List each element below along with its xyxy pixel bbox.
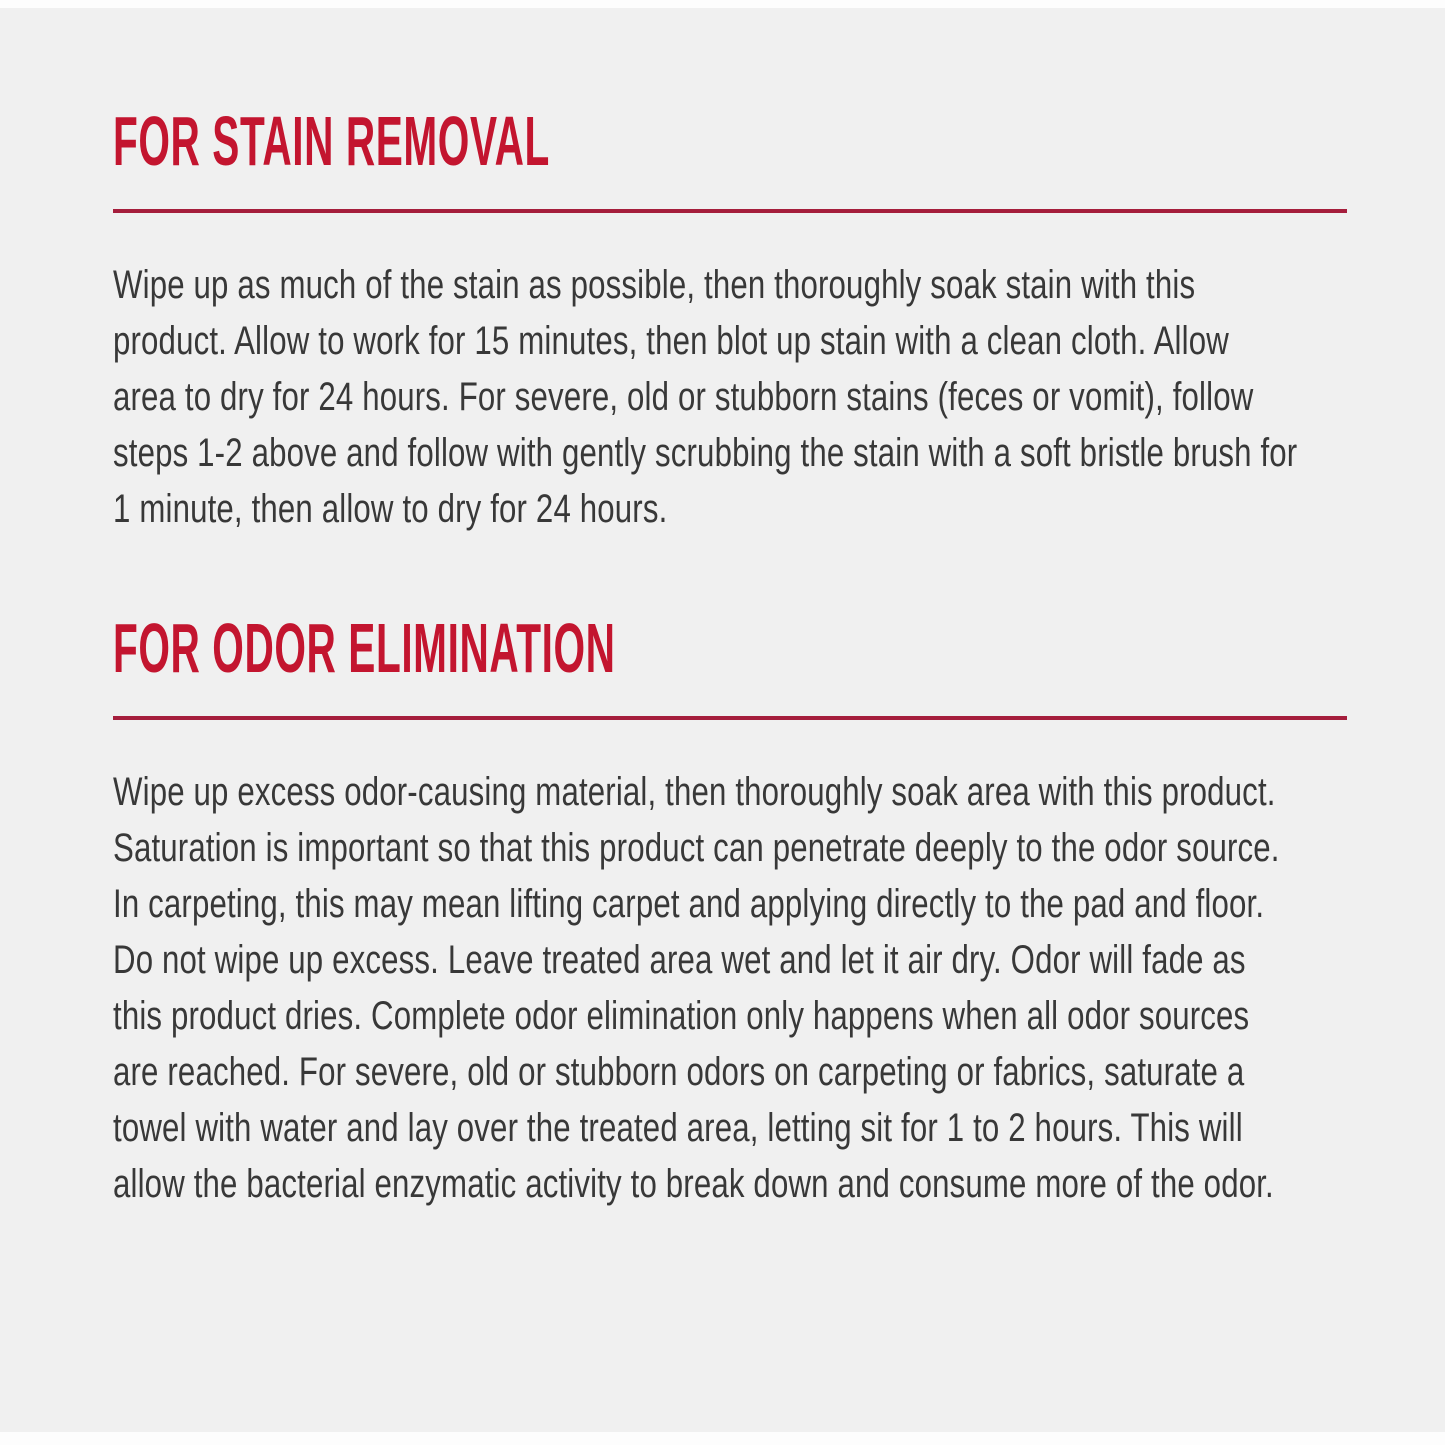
odor-elimination-section — [113, 609, 1347, 1212]
odor-elimination-instructions-text: Wipe up excess odor-causing material, then thoroughly soak area with this product. Saturation is important so that this product can penetrate deeply to the odor source. In carpeting, this may mean lifting carpet and applying directly to the pad and floor. Do not wipe up excess. Leave treated area wet and let it air dry. Odor will fade as this product dries. Complete odor elimination only happens when all odor sources are reached. For severe, old or stubborn odors on carpeting or fabrics, saturate a towel with water and lay over the treated area, letting sit for 1 to 2 hours. This will allow the bacterial enzymatic activity to break down and consume more of the odor. — [113, 770, 1280, 1206]
stain-removal-instructions-text: Wipe up as much of the stain as possible, then thoroughly soak stain with this product. Allow to work for 15 minutes, then blot up stain with a clean cloth. Allow area to dry for 24 hours. For severe, old or stubborn stains (feces or vomit), follow steps 1-2 above and follow with gently scrubbing the stain with a soft bristle brush for 1 minute, then allow to dry for 24 hours. — [113, 263, 1298, 531]
odor-elimination-divider-rule — [113, 716, 1347, 720]
stain-removal-divider-rule — [113, 209, 1347, 213]
stain-removal-section — [113, 0, 1347, 537]
top-white-border — [0, 0, 1445, 8]
bottom-white-border — [0, 1432, 1445, 1445]
stain-removal-heading: FOR STAIN REMOVAL — [113, 102, 550, 180]
odor-elimination-heading: FOR ODOR ELIMINATION — [113, 609, 616, 687]
